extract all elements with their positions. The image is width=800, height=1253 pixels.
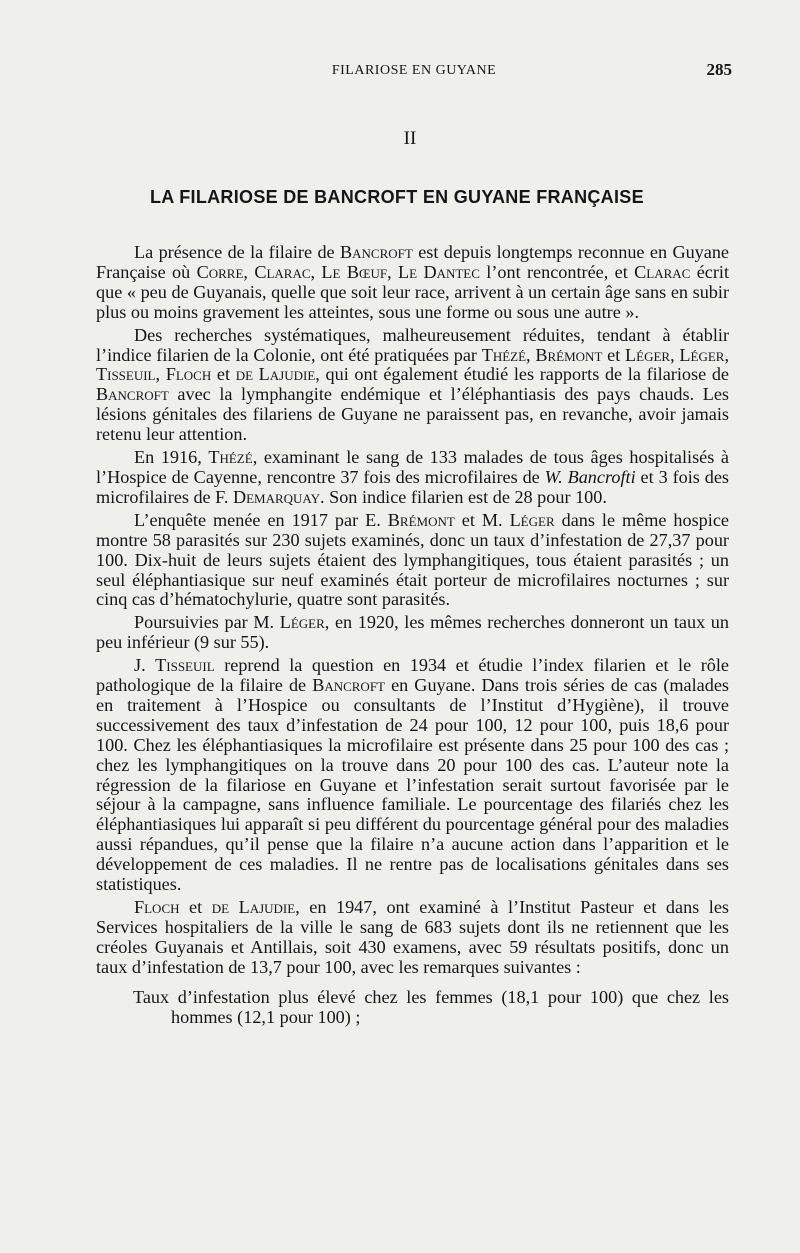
author-name: Léger xyxy=(509,509,555,530)
text-run: et xyxy=(179,897,212,917)
text-run: Des recherches systématiques, malheureusement réduites, tendant à établir l’indice filarien de la Colonie, ont été pratiquées par xyxy=(96,324,729,365)
text-run: J. xyxy=(134,655,156,676)
paragraph xyxy=(96,448,729,508)
author-name: Bancroft xyxy=(312,675,385,696)
page-number: 285 xyxy=(706,60,732,79)
text-run: reprend la question en 1934 et étudie l’index filarien et le rôle pathologique de la filaire de xyxy=(96,655,729,696)
author-name: Thézé, Brémont xyxy=(481,344,603,365)
author-name: Léger, Léger, Tisseuil, Floch xyxy=(96,344,730,385)
text-run: , en 1920, les mêmes recherches donneront un taux un peu inférieur (9 sur 55). xyxy=(96,612,729,653)
paragraph xyxy=(96,613,729,653)
author-name: de Lajudie xyxy=(235,364,316,385)
author-name: Clarac xyxy=(634,261,691,282)
section-number: II xyxy=(403,128,417,149)
author-name: Tisseuil xyxy=(155,655,215,676)
text-run: L’enquête menée en 1917 par E. xyxy=(134,509,388,530)
text-run: l’ont rencontrée, et xyxy=(479,261,635,282)
author-name: de Lajudie xyxy=(211,897,296,917)
author-name: Léger xyxy=(279,612,325,633)
author-name: Corre, Clarac, Le Bœuf, Le Dantec xyxy=(196,261,480,282)
text-run: écrit que « peu de Guyanais, quelle que soit leur race, arrivent à un certain âge sans en subir plus ou moins gravement les atteintes, sous une forme ou sous une autre ». xyxy=(96,261,729,322)
running-title: FILARIOSE EN GUYANE xyxy=(331,63,497,78)
text-run: Poursuivies par M. xyxy=(134,612,280,633)
text-run: , qui ont également étudié les rapports de la filariose de xyxy=(315,364,729,385)
paragraph xyxy=(96,656,729,895)
running-head xyxy=(96,60,732,84)
text-run: avec la lymphangite endémique et l’éléphantiasis des pays chauds. Les lésions génitales des filariens de Guyane ne paraissent pas, en revanche, avoir jamais retenu leur attention. xyxy=(96,384,729,445)
author-name: Demarquay xyxy=(232,486,320,507)
list-item: Taux d’infestation plus élevé chez les femmes (18,1 pour 100) que chez les hommes (12,1 pour 100) ; xyxy=(133,986,729,1027)
author-name: Floch xyxy=(134,897,180,917)
paragraph xyxy=(96,511,729,611)
text-run: et xyxy=(211,364,236,385)
section-title: LA FILARIOSE DE BANCROFT EN GUYANE FRANÇAISE xyxy=(150,187,644,207)
text-run: , en 1947, ont examiné à l’Institut Pasteur et dans les Services hospitaliers de la ville le sang de 683 sujets dont ils ne retiennent que les créoles Guyanais et Antillais, soit 430 examens, avec 59 résultats positifs, donc un taux d’infestation de 13,7 pour 100, avec les remarques suivantes : xyxy=(96,897,729,977)
text-run: . Son indice filarien est de 28 pour 100. xyxy=(320,486,607,507)
text-run: En 1916, xyxy=(134,447,209,468)
text-run: et xyxy=(602,344,626,365)
text-run: , examinant le sang de 133 malades de tous âges hospitalisés à l’Hospice de Cayenne, rencontre 37 fois des microfilaires de xyxy=(96,447,729,487)
body-text xyxy=(96,243,729,1027)
paragraph xyxy=(96,243,729,323)
paragraph xyxy=(96,898,729,978)
text-run: dans le même hospice montre 58 parasités sur 230 sujets examinés, donc un taux d’infestation de 27,37 pour 100. Dix-huit de leurs sujets étaient des lymphangitiques, tous étaient parasités ; un seul éléphantiasique sur neuf examinés était porteur de microfilaires nocturnes ; sur cinq cas d’hématochylurie, quatre sont parasités. xyxy=(96,509,729,610)
author-name: Bancroft xyxy=(96,384,169,405)
paragraph xyxy=(96,326,729,445)
text-run: en Guyane. Dans trois séries de cas (malades en traitement à l’Hospice ou consultants de l’Institut d’Hygiène), il trouve successivement des taux d’infestation de 24 pour 100, 12 pour 100, puis 18,6 pour 100. Chez les éléphantiasiques la microfilaire est présente dans 25 pour 100 des cas ; chez les lymphangitiques on la trouve dans 20 pour 100 des cas. L’auteur note la régression de la filariose en Guyane et l’infestation serait surtout favorisée par le séjour à la campagne, sans influence familiale. Le pourcentage des filariés chez les éléphantiasiques lui apparaît si peu différent du pourcentage général pour des maladies aussi répandues, qu’il pense que la filaire n’a aucune action dans l’apparition et le développement de ces maladies. Il ne rentre pas de localisations génitales dans ses statistiques. xyxy=(96,675,729,895)
text-run: et M. xyxy=(454,509,510,530)
text-run: La présence de la filaire de xyxy=(134,242,341,262)
author-name: Bancroft xyxy=(340,242,413,262)
text-run: et 3 fois des microfilaires de F. xyxy=(96,466,730,507)
author-name: Thézé xyxy=(208,447,253,468)
text-run: est depuis longtemps reconnue en Guyane Française où xyxy=(96,242,730,282)
author-name: Brémont xyxy=(387,509,455,530)
species-name: W. Bancrofti xyxy=(544,466,636,487)
